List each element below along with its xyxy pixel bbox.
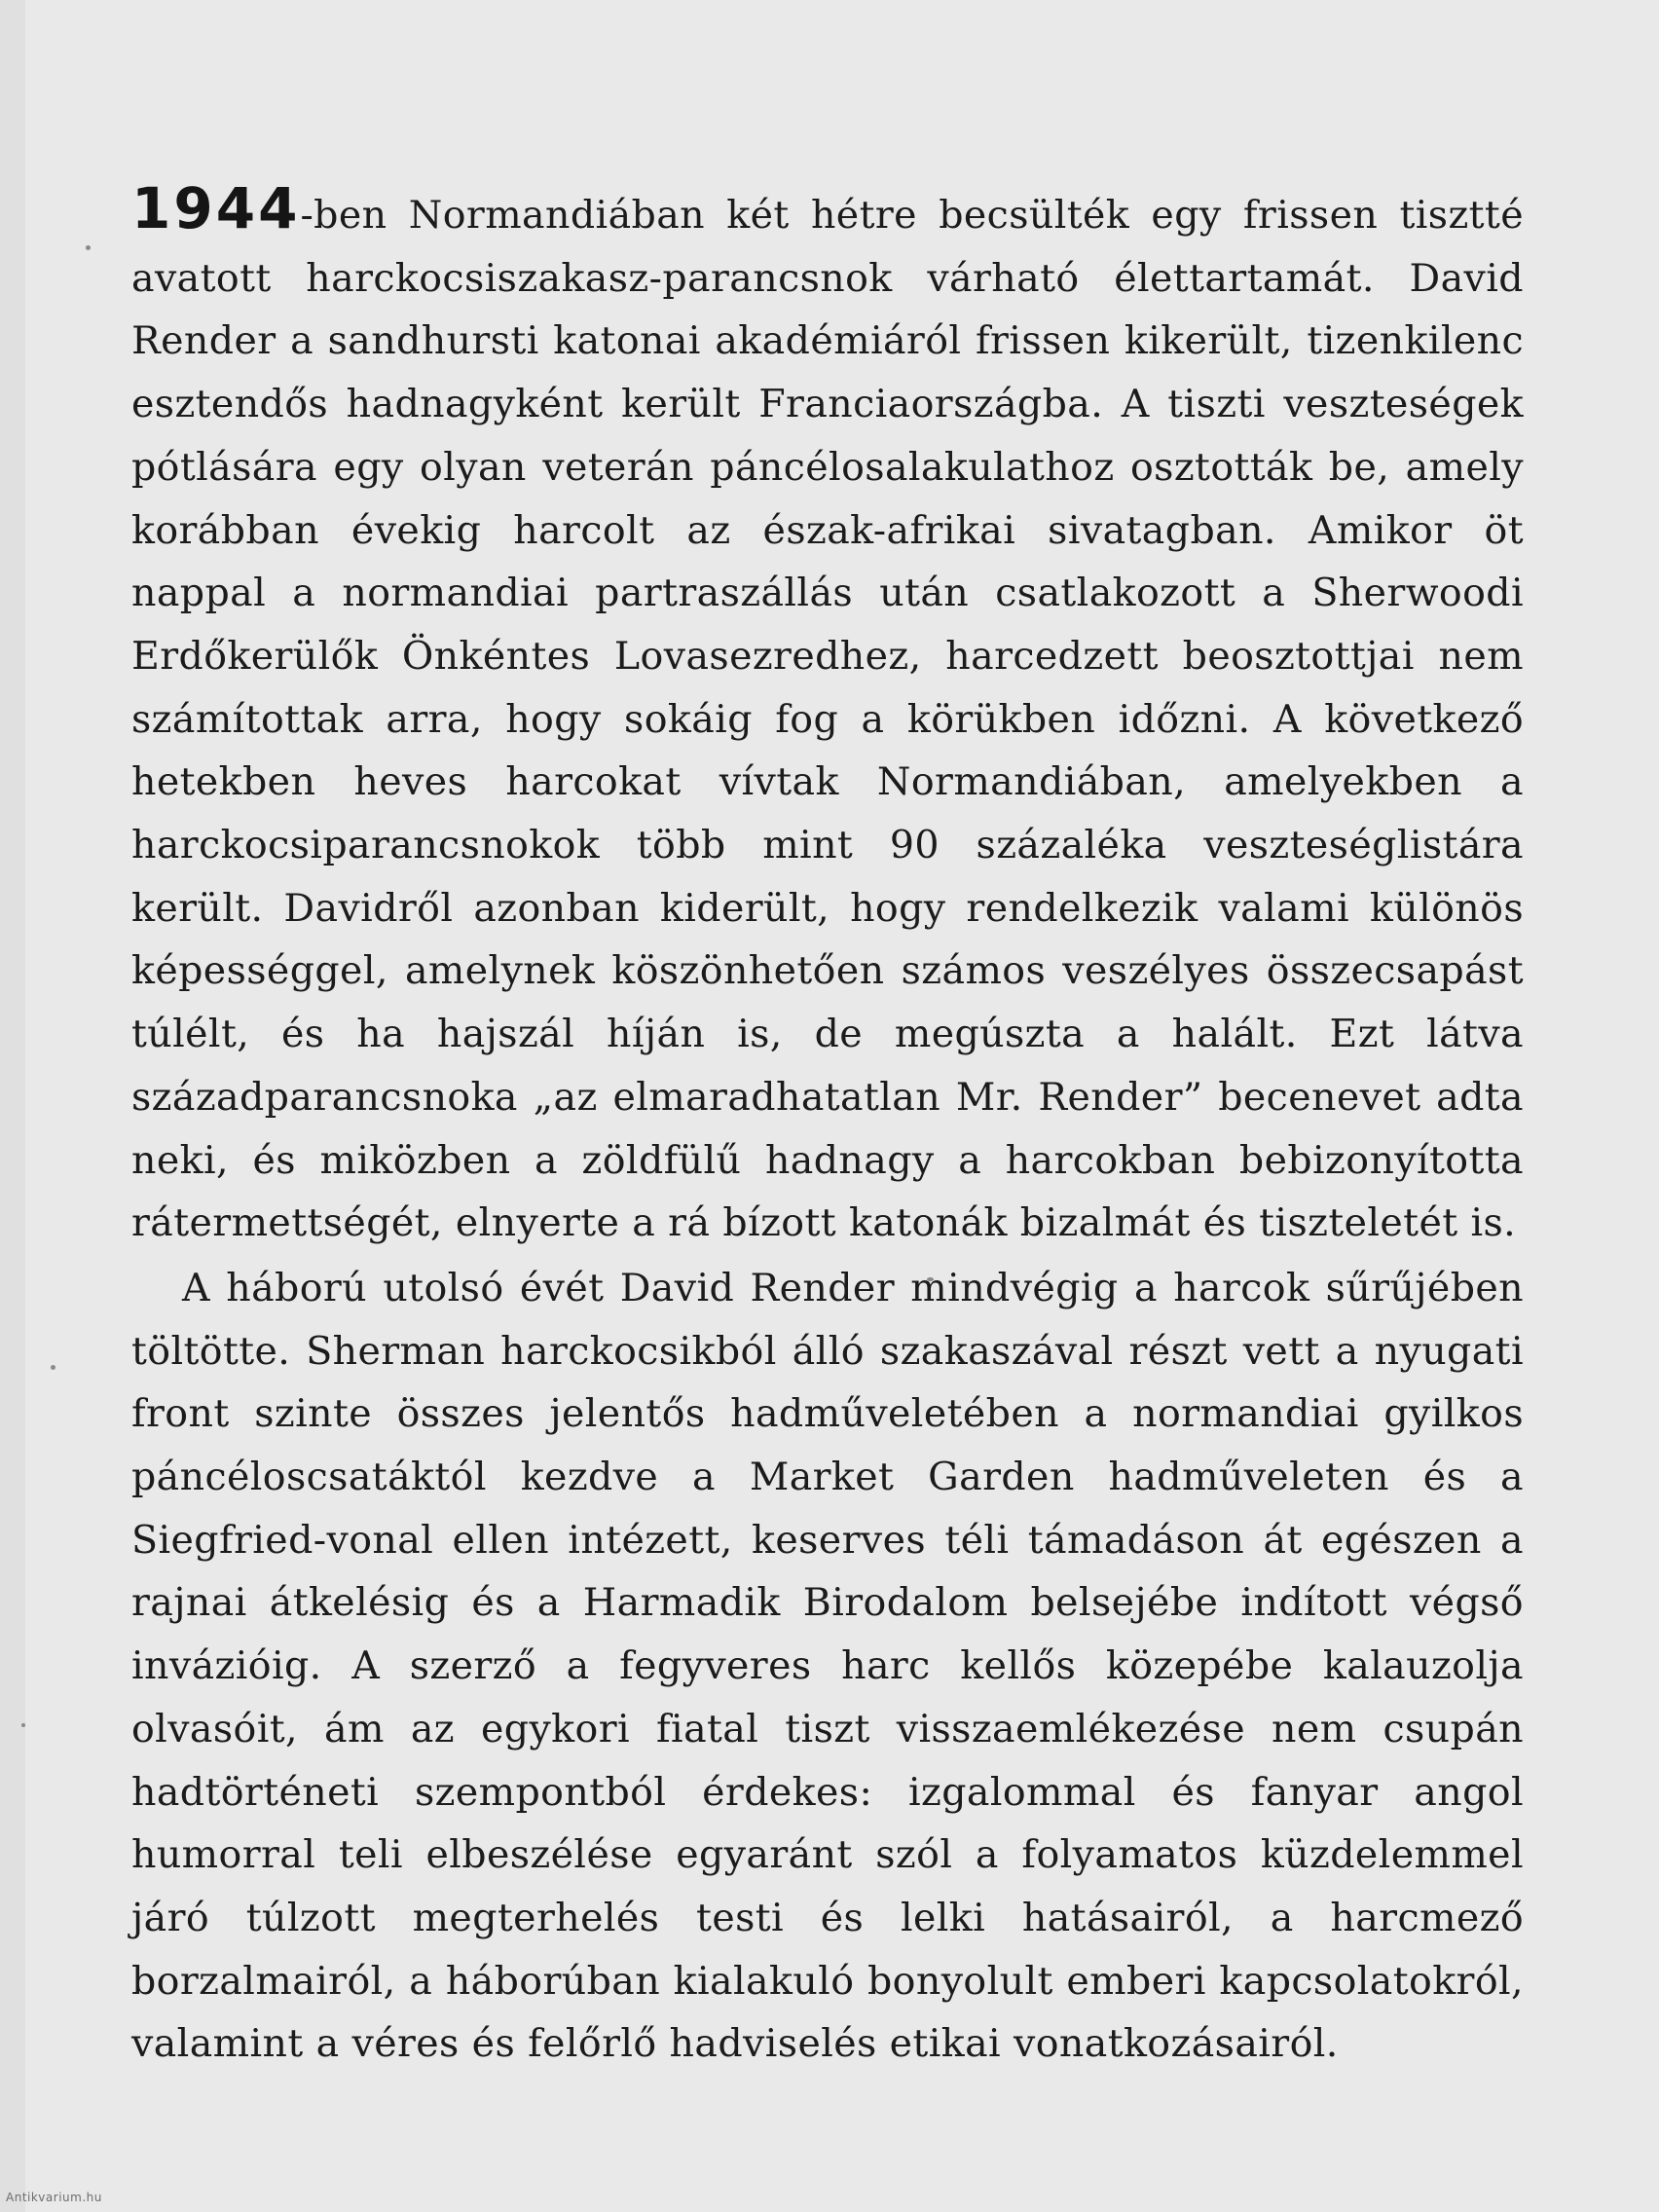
watermark: Antikvarium.hu (6, 2191, 102, 2204)
lead-year: 1944 (131, 175, 301, 241)
dust-speck (86, 245, 91, 250)
paragraph-1-text: -ben Normandiában két hétre becsülték egy frissen tisztté avatott harckocsiszakasz-parancsnok várható élettartamát. David Render a sandhursti katonai akadémiáról frissen kikerült, tizenkilenc esztendős hadnagyként került Franciaországba. A tiszti veszteségek pótlására egy olyan veterán páncélosalakulathoz osztották be, amely korábban évekig harcolt az észak-afrikai sivatagban. Amikor öt nappal a normandiai partraszállás után csatlakozott a Sherwoodi Erdőkerülők Önkéntes Lovasezredhez, harcedzett beosztottjai nem számítottak arra, hogy sokáig fog a körükben időzni. A következő hetekben heves harcokat vívtak Normandiában, amelyekben a harckocsiparancsnokok több mint 90 százaléka veszteséglistára került. Davidről azonban kiderült, hogy rendelkezik valami különös képességgel, amelynek köszönhetően számos veszélyes összecsapást túlélt, és ha hajszál híján is, de megúszta a halált. Ezt látva századparancsnoka „az elmaradhatatlan Mr. Render” becenevet adta neki, és miközben a zöldfülű hadnagy a harcokban bebizonyította rátermettségét, elnyerte a rá bízott katonák bizalmát és tiszteletét is. (131, 193, 1524, 1246)
paragraph-1 (131, 175, 1524, 1255)
dust-speck (21, 1723, 25, 1727)
dust-speck (51, 1365, 55, 1370)
paper-edge (0, 0, 25, 2212)
body-text (131, 175, 1524, 2076)
paragraph-2: A háború utolsó évét David Render mindvégig a harcok sűrűjében töltötte. Sherman harckocsikból álló szakaszával részt vett a nyugati front szinte összes jelentős hadműveletében a normandiai gyilkos páncéloscsatáktól kezdve a Market Garden hadműveleten és a Siegfried-vonal ellen intézett, keserves téli támadáson át egészen a rajnai átkelésig és a Harmadik Birodalom belsejébe indított végső invázióig. A szerző a fegyveres harc kellős közepébe kalauzolja olvasóit, ám az egykori fiatal tiszt visszaemlékezése nem csupán hadtörténeti szempontból érdekes: izgalommal és fanyar angol humorral teli elbeszélése egyaránt szól a folyamatos küzdelemmel járó túlzott megterhelés testi és lelki hatásairól, a harcmező borzalmairól, a háborúban kialakuló bonyolult emberi kapcsolatokról, valamint a véres és felőrlő hadviselés etikai vonatkozásairól. (131, 1265, 1524, 2067)
